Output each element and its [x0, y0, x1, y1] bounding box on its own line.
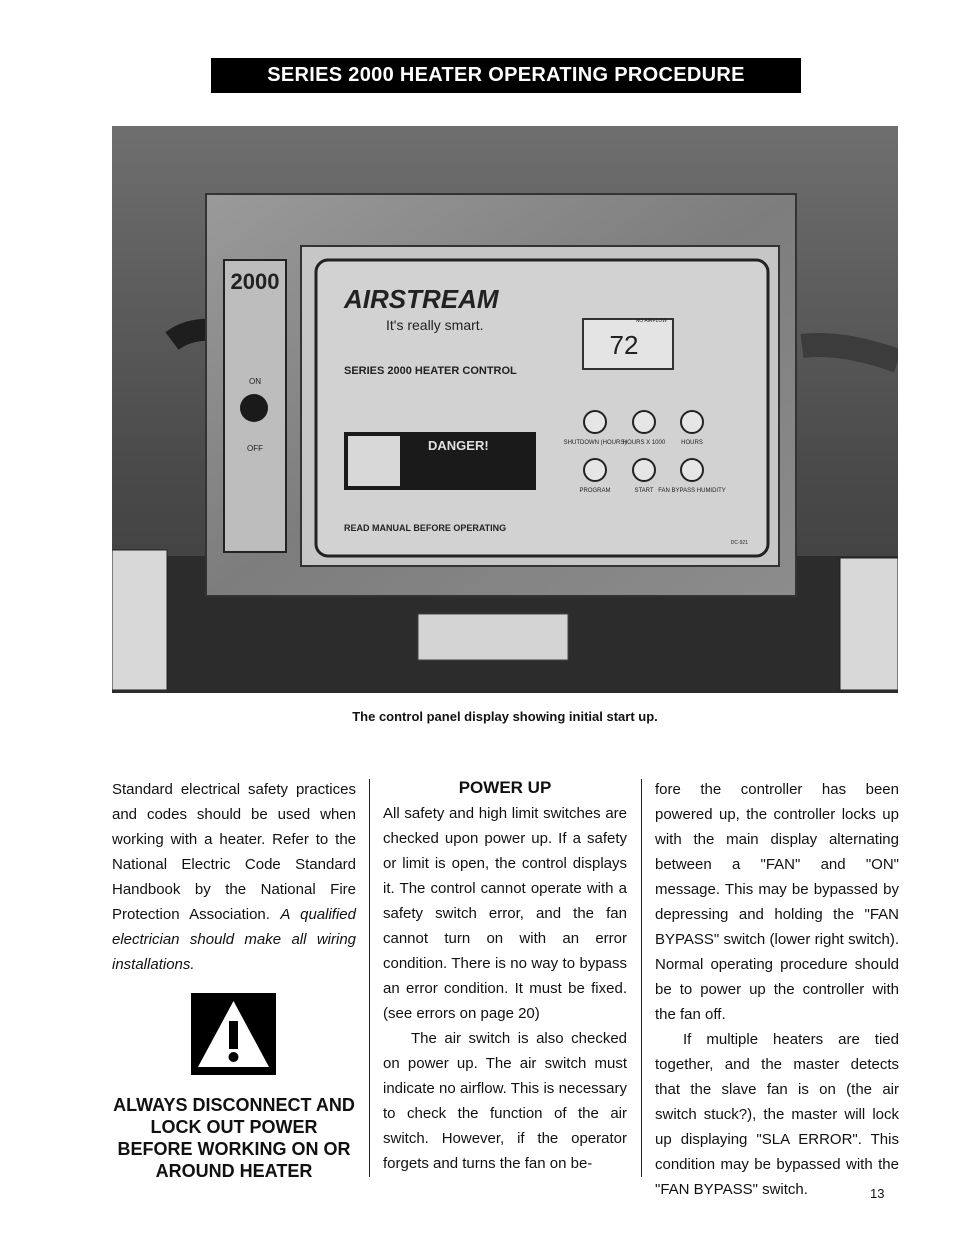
- paragraph: If multiple heaters are tied together, and the master detects that the slave fan is on (the air switch stuck?), the master will lock up displaying "SLA ERROR". This condition may be bypassed with the "FAN BYPASS" switch.: [655, 1031, 899, 1198]
- fan-bypass-label: FAN BYPASS HUMIDITY: [658, 488, 726, 494]
- hours-label: HOURS: [681, 440, 703, 446]
- paragraph: fore the controller has been powered up, the controller locks up with the main display alternating between a "FAN" and "ON" message. This may be bypassed by depressing and holding the "FAN BYPASS" switch (lower right switch). Normal operating procedure should be to power up the controller with the fan off.: [655, 781, 899, 1023]
- hours-x1000-button[interactable]: [633, 411, 655, 433]
- paragraph: All safety and high limit switches are checked upon power up. If a safety or limit is open, the control displays it. The control cannot operate with a safety switch error, and the fan cannot turn on with an error condition. There is no way to bypass an error condition. It must be fixed. (see errors on page 20): [383, 805, 627, 1022]
- page-title: SERIES 2000 HEATER OPERATING PROCEDURE: [211, 58, 801, 93]
- shutdown-label: SHUTDOWN (HOURS): [563, 440, 627, 446]
- column-2: [383, 777, 627, 1176]
- hand-icon: [348, 436, 400, 486]
- photo-caption: The control panel display showing initial start up.: [352, 709, 658, 724]
- side-label: 2000: [230, 269, 280, 294]
- warning-text: ALWAYS DISCONNECT AND LOCK OUT POWER BEFORE WORKING ON OR AROUND HEATER: [113, 1095, 355, 1181]
- off-label: OFF: [247, 444, 263, 453]
- shutdown-button[interactable]: [584, 411, 606, 433]
- start-button[interactable]: [633, 459, 655, 481]
- no-airflow-label: NO AIRFLOW: [635, 318, 667, 324]
- left-warning-label: [112, 550, 167, 690]
- airstream-logo: AIRSTREAM: [344, 284, 499, 314]
- column-divider: [641, 779, 642, 1177]
- right-warning-label: [840, 558, 898, 690]
- hours-button[interactable]: [681, 411, 703, 433]
- part-code: DC-921: [730, 540, 748, 546]
- fan-bypass-button[interactable]: [681, 459, 703, 481]
- column-1: [112, 777, 356, 977]
- page-number: 13: [870, 1186, 885, 1201]
- warning-icon: [191, 993, 276, 1075]
- paragraph-italic: A qualified electrician should make all wiring installations.: [112, 906, 356, 973]
- column-divider: [369, 779, 370, 1177]
- hours-x1000-label: HOURS X 1000: [622, 440, 666, 446]
- column-3: [655, 777, 899, 1202]
- paragraph: [112, 777, 356, 977]
- program-button[interactable]: [584, 459, 606, 481]
- on-label: ON: [249, 377, 261, 386]
- paragraph-text: Standard electrical safety practices and codes should be used when working with a heater. Refer to the National Electric Code Standard Handbook by the National Fire Protection Association.: [112, 781, 356, 923]
- paragraph: The air switch is also checked on power up. The air switch must indicate no airflow. This is necessary to check the function of the air switch. However, if the operator forgets and turns the fan on be-: [383, 1030, 627, 1172]
- tagline: It's really smart.: [386, 317, 484, 333]
- danger-label: DANGER!: [428, 438, 489, 453]
- start-label: START: [634, 488, 654, 494]
- data-plate: [418, 614, 568, 660]
- control-panel-photo: [112, 126, 898, 693]
- program-label: PROGRAM: [579, 488, 611, 494]
- section-heading: POWER UP: [458, 778, 552, 797]
- display-value: 72: [609, 330, 639, 360]
- power-knob: [240, 394, 268, 422]
- panel-title: SERIES 2000 HEATER CONTROL: [344, 365, 517, 377]
- read-manual-label: READ MANUAL BEFORE OPERATING: [344, 523, 507, 533]
